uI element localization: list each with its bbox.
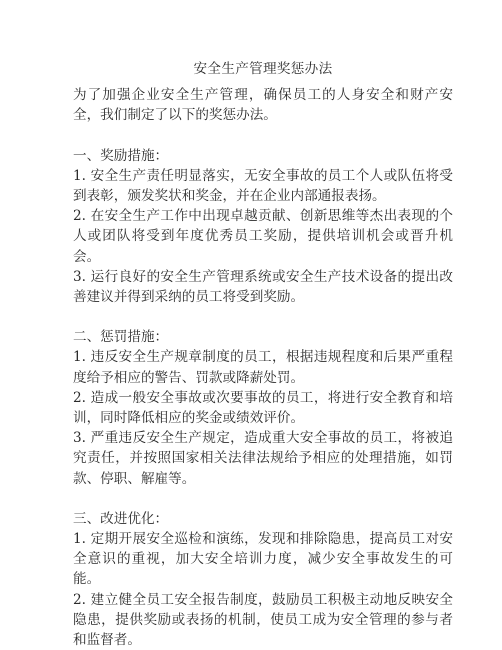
list-item: 3. 严重违反安全生产规定，造成重大安全事故的员工，将被追究责任，并按照国家相关法律法规给予相应的处理措施，如罚款、停职、解雇等。	[73, 430, 453, 487]
section-heading: 二、惩罚措施：	[73, 329, 169, 346]
document-title: 安全生产管理奖惩办法	[193, 61, 333, 77]
section-heading: 三、改进优化：	[73, 510, 169, 527]
list-item: 2. 建立健全员工安全报告制度，鼓励员工积极主动地反映安全隐患，提供奖励或表扬的机制，使员工成为安全管理的参与者和监督者。	[73, 591, 453, 649]
section-improvements	[73, 509, 453, 650]
intro-paragraph: 为了加强企业安全生产管理，确保员工的人身安全和财产安全，我们制定了以下的奖惩办法。	[73, 87, 453, 124]
list-item: 1. 安全生产责任明显落实，无安全事故的员工个人或队伍将受到表彰，颁发奖状和奖金，并在企业内部通报表扬。	[73, 167, 453, 205]
list-item: 2. 在安全生产工作中出现卓越贡献、创新思维等杰出表现的个人或团队将受到年度优秀员工奖励，提供培训机会或晋升机会。	[73, 208, 453, 265]
list-item: 1. 定期开展安全巡检和演练，发现和排除隐患，提高员工对安全意识的重视，加大安全培训力度，减少安全事故发生的可能。	[73, 531, 453, 588]
section-penalties	[73, 327, 453, 489]
list-item: 1. 违反安全生产规章制度的员工，根据违规程度和后果严重程度给予相应的警告、罚款或降薪处罚。	[73, 349, 453, 386]
list-item: 2. 造成一般安全事故或次要事故的员工，将进行安全教育和培训，同时降低相应的奖金或绩效评价。	[73, 389, 453, 427]
list-item: 3. 运行良好的安全生产管理系统或安全生产技术设备的提出改善建议并得到采纳的员工将受到奖励。	[73, 268, 453, 306]
section-heading: 一、奖励措施：	[73, 147, 169, 164]
section-rewards	[73, 146, 453, 308]
document-page	[73, 59, 453, 650]
